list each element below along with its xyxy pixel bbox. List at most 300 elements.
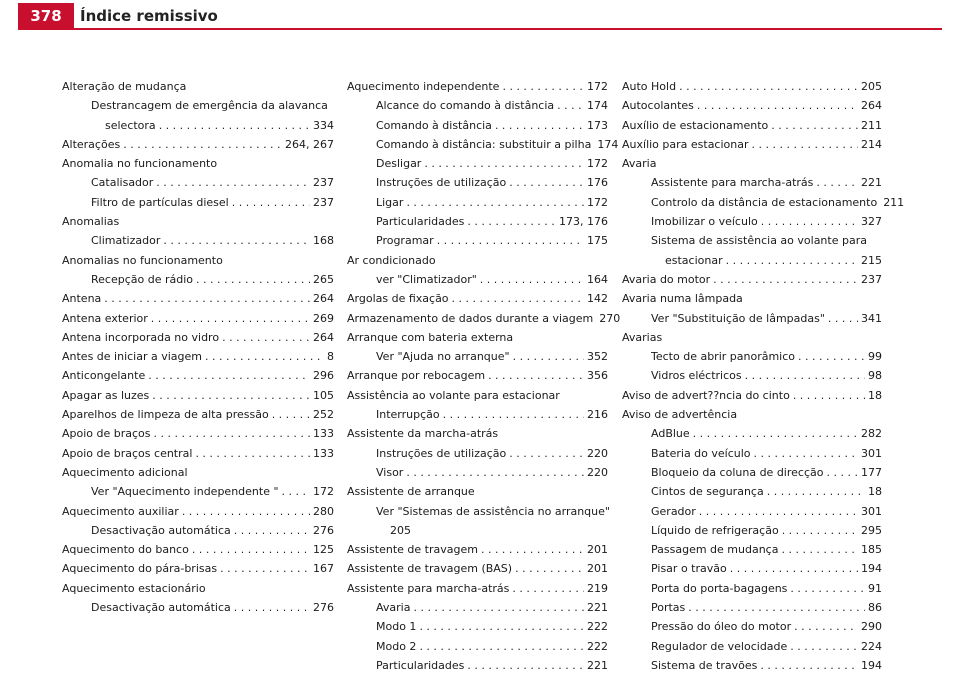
entry-page: 352 [587, 350, 608, 364]
dot-leader [771, 116, 858, 135]
entry-page: 295 [861, 523, 882, 537]
entry-text: Bloqueio da coluna de direcção [651, 465, 824, 479]
index-subentry [62, 96, 334, 115]
index-subentry [622, 637, 882, 656]
index-subentry [347, 173, 608, 192]
dot-leader [826, 463, 858, 482]
index-subentry [622, 193, 905, 212]
index-subentry [347, 598, 608, 617]
entry-page: 91 [868, 581, 882, 595]
entry-text: Recepção de rádio [91, 272, 194, 286]
index-entry [347, 579, 608, 598]
dot-leader [782, 521, 858, 540]
entry-text: Auxílio para estacionar [622, 137, 749, 151]
index-subentry [347, 154, 608, 173]
index-column-1 [62, 77, 334, 617]
entry-page: 221 [587, 658, 608, 672]
index-subentry [622, 173, 882, 192]
entry-page: 98 [868, 369, 882, 383]
entry-text: Alcance do comando à distância [376, 99, 555, 113]
entry-page: 172 [587, 195, 608, 209]
entry-page: 290 [861, 620, 882, 634]
dot-leader [481, 540, 584, 559]
entry-text: Assistente para marcha-atrás [651, 176, 814, 190]
index-subentry [62, 521, 334, 540]
entry-text: Arranque por rebocagem [347, 369, 486, 383]
entry-text: Sistema de assistência ao volante para [651, 234, 867, 248]
dot-leader [688, 598, 865, 617]
entry-text: Antena [62, 292, 102, 306]
header-rule [18, 28, 942, 30]
entry-page: 175 [587, 234, 608, 248]
index-entry [62, 135, 334, 154]
entry-page: 133 [313, 446, 334, 460]
entry-text: Alterações [62, 137, 121, 151]
entry-page: 220 [587, 465, 608, 479]
index-subentry [347, 444, 608, 463]
index-subentry [622, 463, 882, 482]
entry-text: AdBlue [651, 427, 690, 441]
index-subentry [347, 637, 608, 656]
entry-page: 276 [313, 601, 334, 615]
entry-page: 252 [313, 408, 334, 422]
index-subentry [347, 502, 608, 521]
index-subentry [622, 482, 882, 501]
entry-page: 334 [313, 118, 334, 132]
index-entry [62, 289, 334, 308]
entry-page: 282 [861, 427, 882, 441]
index-entry [62, 405, 334, 424]
dot-leader [480, 270, 584, 289]
entry-page: 237 [861, 272, 882, 286]
entry-page: 224 [861, 639, 882, 653]
entry-page: 205 [861, 80, 882, 93]
entry-text: Comando à distância [376, 118, 492, 132]
entry-page: 264, 267 [285, 137, 334, 151]
entry-text: Ver "Sistemas de assistência no arranque" [376, 504, 610, 518]
dot-leader [154, 424, 310, 443]
index-subentry [622, 347, 882, 366]
dot-leader [123, 135, 282, 154]
entry-text: Assistente de travagem [347, 543, 478, 557]
entry-text: Ver "Substituição de lâmpadas" [651, 311, 825, 325]
index-heading: Avaria [622, 157, 657, 171]
entry-page: 125 [313, 543, 334, 557]
entry-text: Instruções de utilização [376, 176, 507, 190]
entry-text: Ver "Ajuda no arranque" [376, 350, 510, 364]
entry-text: Antena exterior [62, 311, 148, 325]
entry-page: 269 [313, 311, 334, 325]
index-subentry [622, 617, 882, 636]
entry-page: 211 [883, 195, 905, 209]
index-subentry [347, 212, 608, 231]
index-entry [62, 309, 334, 328]
entry-page: 222 [587, 620, 608, 634]
index-entry [622, 270, 882, 289]
dot-leader [488, 366, 584, 385]
entry-text: Destrancagem de emergência da alavanca [91, 99, 328, 113]
entry-page: 176 [587, 176, 608, 190]
entry-text: Assistente para marcha-atrás [347, 581, 510, 595]
dot-leader [234, 521, 310, 540]
dot-leader [754, 444, 858, 463]
index-subentry [347, 463, 608, 482]
dot-leader [495, 116, 584, 135]
entry-page: 216 [587, 408, 608, 422]
index-entry [62, 366, 334, 385]
entry-page: 105 [313, 388, 334, 402]
index-subentry [622, 521, 882, 540]
entry-page: 270 [599, 311, 621, 325]
entry-text: Cintos de segurança [651, 485, 764, 499]
entry-page: 264 [313, 292, 334, 306]
index-entry [62, 559, 334, 578]
entry-text: Antena incorporada no vidro [62, 330, 220, 344]
entry-text: Desactivação automática [91, 523, 231, 537]
dot-leader [693, 424, 858, 443]
entry-page: 220 [587, 446, 608, 460]
entry-page: 237 [313, 176, 334, 190]
entry-page: 8 [327, 350, 334, 364]
index-entry [347, 540, 608, 559]
dot-leader [182, 502, 310, 521]
index-continuation: 205 [390, 523, 411, 537]
index-subentry [347, 116, 608, 135]
index-entry [347, 77, 608, 96]
entry-page: 211 [861, 118, 882, 132]
index-heading: Avarias [622, 330, 663, 344]
entry-text: Desligar [376, 157, 422, 171]
entry-page: 265 [313, 272, 334, 286]
entry-text: selectora [105, 118, 156, 132]
entry-text: Auto Hold [622, 80, 677, 93]
index-heading: Aviso de advertência [622, 408, 738, 422]
entry-text: Imobilizar o veículo [651, 215, 758, 229]
entry-page: 174 [597, 137, 619, 151]
index-heading: Assistente da marcha-atrás [347, 427, 499, 441]
dot-leader [195, 444, 310, 463]
index-subentry [347, 656, 608, 675]
index-subentry [622, 559, 882, 578]
index-column-3 [622, 77, 905, 675]
entry-text: ver "Climatizador" [376, 272, 477, 286]
dot-leader [282, 482, 310, 501]
entry-page: 168 [313, 234, 334, 248]
entry-text: Aquecimento do pára-brisas [62, 562, 218, 576]
dot-leader [156, 173, 310, 192]
index-heading: Anomalias no funcionamento [62, 253, 223, 267]
index-subentry [622, 502, 882, 521]
entry-text: Comando à distância: substituir a pilha [376, 137, 592, 151]
dot-leader [760, 656, 858, 675]
index-continuation [622, 251, 882, 270]
entry-page: 356 [587, 369, 608, 383]
entry-page: 301 [861, 504, 882, 518]
index-subentry [62, 270, 334, 289]
dot-leader [767, 482, 865, 501]
dot-leader [220, 559, 310, 578]
entry-text: Catalisador [91, 176, 154, 190]
index-subentry [347, 270, 608, 289]
entry-text: Tecto de abrir panorâmico [651, 350, 796, 364]
dot-leader [406, 463, 584, 482]
entry-text: estacionar [665, 253, 723, 267]
entry-text: Ligar [376, 195, 404, 209]
index-subentry [622, 309, 882, 328]
entry-page: 264 [861, 99, 882, 113]
entry-text: Aquecimento do banco [62, 543, 189, 557]
entry-text: Avaria do motor [622, 272, 711, 286]
entry-page: 219 [587, 581, 608, 595]
index-subentry [62, 482, 334, 501]
entry-text: Aquecimento independente [347, 80, 500, 93]
entry-page: 327 [861, 215, 882, 229]
index-entry [62, 444, 334, 463]
entry-page: 221 [861, 176, 882, 190]
index-heading: Arranque com bateria externa [347, 330, 514, 344]
dot-leader [679, 77, 858, 96]
entry-text: Sistema de travões [651, 658, 758, 672]
entry-text: Controlo da distância de estacionamento [651, 195, 878, 209]
dot-leader [697, 96, 858, 115]
index-entry [347, 559, 608, 578]
entry-text: Gerador [651, 504, 696, 518]
dot-leader [419, 637, 584, 656]
index-heading: Assistência ao volante para estacionar [347, 388, 560, 402]
page-number: 378 [18, 3, 74, 29]
index-subentry [347, 135, 619, 154]
dot-leader [163, 231, 310, 250]
dot-leader [790, 579, 865, 598]
index-entry [62, 347, 334, 366]
entry-text: Apoio de braços [62, 427, 151, 441]
index-subentry [347, 231, 608, 250]
dot-leader [159, 116, 310, 135]
entry-text: Armazenamento de dados durante a viagem [347, 311, 594, 325]
dot-leader [793, 386, 865, 405]
entry-text: Líquido de refrigeração [651, 523, 779, 537]
dot-leader [752, 135, 858, 154]
index-subentry [622, 444, 882, 463]
dot-leader [152, 386, 310, 405]
index-entry [622, 386, 882, 405]
index-entry [347, 309, 621, 328]
entry-text: Bateria do veículo [651, 446, 751, 460]
index-column-2 [347, 77, 621, 675]
dot-leader [452, 289, 584, 308]
entry-text: Apagar as luzes [62, 388, 150, 402]
entry-text: Filtro de partículas diesel [91, 195, 229, 209]
entry-text: Aquecimento auxiliar [62, 504, 179, 518]
entry-page: 18 [868, 485, 882, 499]
entry-text: Passagem de mudança [651, 543, 779, 557]
entry-text: Modo 2 [376, 639, 417, 653]
index-heading: Anomalia no funcionamento [62, 157, 218, 171]
entry-page: 221 [587, 601, 608, 615]
index-subentry [347, 193, 608, 212]
dot-leader [406, 193, 584, 212]
entry-text: Avaria [376, 601, 411, 615]
dot-leader [192, 540, 310, 559]
entry-page: 201 [587, 562, 608, 576]
entry-text: Porta do porta-bagagens [651, 581, 788, 595]
entry-text: Pisar o travão [651, 562, 727, 576]
dot-leader [730, 559, 858, 578]
dot-leader [443, 405, 584, 424]
index-subentry [62, 231, 334, 250]
entry-page: 18 [868, 388, 882, 402]
index-entry [62, 328, 334, 347]
dot-leader [104, 289, 310, 308]
dot-leader [515, 559, 584, 578]
entry-page: 167 [313, 562, 334, 576]
entry-text: Visor [376, 465, 404, 479]
entry-page: 296 [313, 369, 334, 383]
dot-leader [699, 502, 858, 521]
entry-page: 276 [313, 523, 334, 537]
entry-page: 194 [861, 562, 882, 576]
dot-leader [148, 366, 310, 385]
index-subentry [347, 347, 608, 366]
dot-leader [196, 270, 310, 289]
dot-leader [419, 617, 584, 636]
index-heading: Avaria numa lâmpada [622, 292, 743, 306]
index-heading: Aquecimento estacionário [62, 581, 206, 595]
entry-text: Interrupção [376, 408, 440, 422]
entry-page: 237 [313, 195, 334, 209]
index-subentry [622, 212, 882, 231]
index-subentry [347, 405, 608, 424]
entry-page: 164 [587, 272, 608, 286]
index-entry [62, 540, 334, 559]
entry-page: 133 [313, 427, 334, 441]
dot-leader [745, 366, 865, 385]
entry-text: Ver "Aquecimento independente " [91, 485, 279, 499]
entry-page: 264 [313, 330, 334, 344]
index-heading: Alteração de mudança [62, 80, 187, 93]
dot-leader [437, 231, 584, 250]
entry-text: Desactivação automática [91, 601, 231, 615]
dot-leader [413, 598, 584, 617]
index-heading: Ar condicionado [347, 253, 436, 267]
entry-page: 173 [587, 118, 608, 132]
entry-text: Antes de iniciar a viagem [62, 350, 203, 364]
dot-leader [205, 347, 324, 366]
index-continuation [62, 116, 334, 135]
dot-leader [513, 347, 584, 366]
index-subentry [622, 579, 882, 598]
index-entry [622, 135, 882, 154]
entry-text: Climatizador [91, 234, 161, 248]
index-subentry [622, 231, 882, 250]
index-entry [347, 289, 608, 308]
entry-page: 201 [587, 543, 608, 557]
dot-leader [794, 617, 858, 636]
index-subentry [62, 193, 334, 212]
entry-text: Programar [376, 234, 434, 248]
entry-text: Autocolantes [622, 99, 694, 113]
entry-text: Argolas de fixação [347, 292, 449, 306]
entry-text: Pressão do óleo do motor [651, 620, 792, 634]
entry-text: Particularidades [376, 215, 465, 229]
entry-text: Assistente de travagem (BAS) [347, 562, 513, 576]
entry-text: Regulador de velocidade [651, 639, 788, 653]
dot-leader [512, 579, 584, 598]
entry-page: 301 [861, 446, 882, 460]
dot-leader [272, 405, 310, 424]
index-subentry [622, 366, 882, 385]
dot-leader [234, 598, 310, 617]
dot-leader [151, 309, 310, 328]
dot-leader [798, 347, 865, 366]
index-entry [62, 424, 334, 443]
dot-leader [816, 173, 858, 192]
index-subentry [347, 617, 608, 636]
dot-leader [761, 212, 858, 231]
entry-text: Vidros eléctricos [651, 369, 742, 383]
dot-leader [424, 154, 584, 173]
index-entry [347, 366, 608, 385]
dot-leader [781, 540, 858, 559]
page-title: Índice remissivo [80, 7, 218, 25]
dot-leader [726, 251, 858, 270]
index-entry [622, 116, 882, 135]
index-entry [622, 96, 882, 115]
index-heading: Assistente de arranque [347, 485, 475, 499]
page-header [0, 0, 960, 30]
entry-page: 172 [587, 157, 608, 171]
dot-leader [509, 173, 584, 192]
dot-leader [828, 309, 858, 328]
entry-text: Aviso de advert??ncia do cinto [622, 388, 790, 402]
index-entry [62, 502, 334, 521]
entry-page: 215 [861, 253, 882, 267]
entry-text: Aparelhos de limpeza de alta pressão [62, 408, 269, 422]
entry-text: Modo 1 [376, 620, 417, 634]
entry-text: Portas [651, 601, 686, 615]
entry-page: 142 [587, 292, 608, 306]
entry-text: Apoio de braços central [62, 446, 193, 460]
dot-leader [502, 77, 584, 96]
entry-page: 172 [313, 485, 334, 499]
entry-page: 185 [861, 543, 882, 557]
dot-leader [467, 656, 584, 675]
index-subentry [347, 96, 608, 115]
index-subentry [62, 173, 334, 192]
entry-page: 99 [868, 350, 882, 364]
entry-page: 194 [861, 658, 882, 672]
dot-leader [790, 637, 858, 656]
entry-text: Particularidades [376, 658, 465, 672]
index-subentry [62, 598, 334, 617]
entry-text: Instruções de utilização [376, 446, 507, 460]
entry-text: Anticongelante [62, 369, 146, 383]
index-heading: Anomalias [62, 215, 120, 229]
entry-page: 214 [861, 137, 882, 151]
entry-page: 177 [861, 465, 882, 479]
dot-leader [557, 96, 584, 115]
entry-page: 86 [868, 601, 882, 615]
entry-page: 173, 176 [559, 215, 608, 229]
dot-leader [509, 444, 584, 463]
entry-page: 222 [587, 639, 608, 653]
entry-page: 172 [587, 80, 608, 93]
index-heading: Aquecimento adicional [62, 465, 188, 479]
entry-page: 174 [587, 99, 608, 113]
entry-page: 341 [861, 311, 882, 325]
dot-leader [222, 328, 310, 347]
entry-page: 280 [313, 504, 334, 518]
